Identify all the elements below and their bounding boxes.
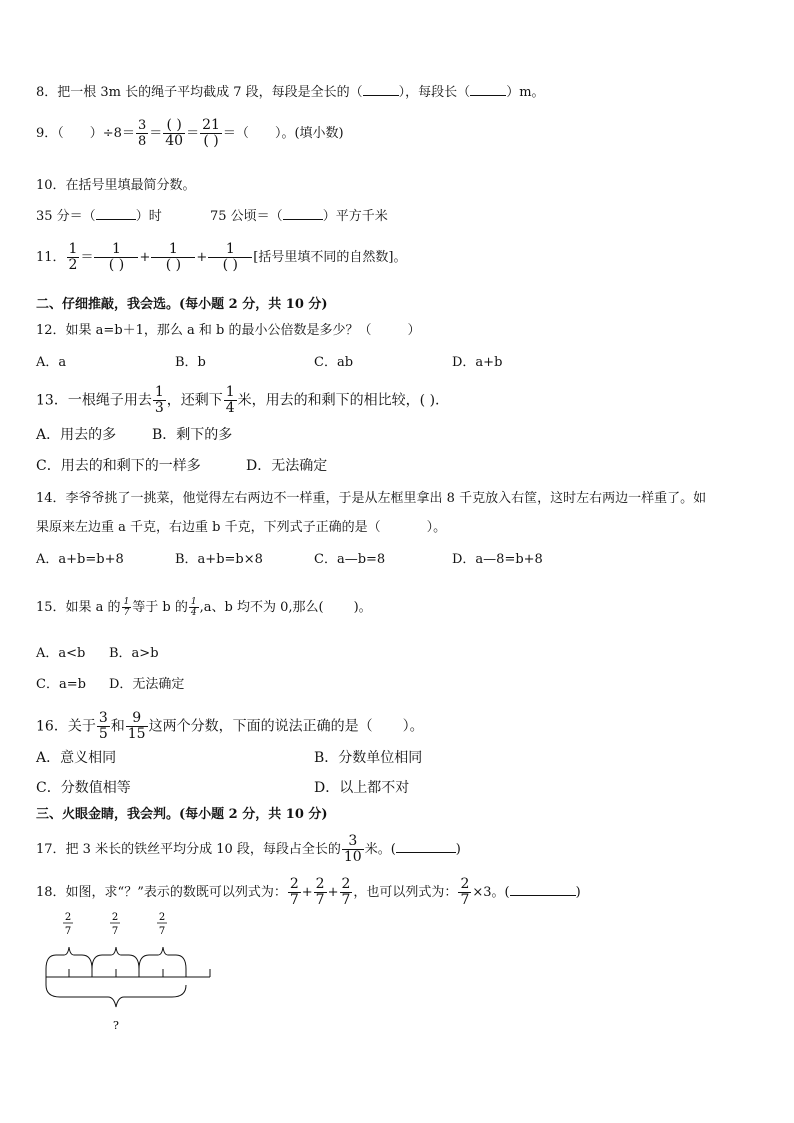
q13-text-a: 13．一根绳子用去: [36, 392, 152, 409]
option-c[interactable]: C．分数值相等: [36, 780, 131, 796]
option-c[interactable]: C．a=b: [36, 677, 86, 692]
denominator: 2: [68, 257, 78, 273]
q8-text-a: 8．把一根 3m 长的绳子平均截成 7 段，每段是全长的（: [36, 85, 363, 100]
q10-part1-b: ）时: [135, 209, 162, 224]
question-12: [36, 322, 421, 340]
numerator: 1: [225, 384, 235, 400]
q9-text-d: ）。(填小数): [274, 126, 344, 141]
q11-label: 11．: [36, 250, 66, 265]
answer-blank[interactable]: [396, 840, 456, 853]
q12-text-end: ）: [407, 323, 421, 338]
q18-text-a: 18．如图，求“？”表示的数既可以列式为：: [36, 885, 287, 900]
fraction: [136, 118, 148, 149]
question-14-line-1: 14．李爷爷挑了一挑菜，他觉得左右两边不一样重，于是从左框里拿出 8 千克放入右筐，这时左右两边一样重了。如: [36, 491, 707, 506]
option-d[interactable]: D．a+b: [452, 355, 503, 370]
question-15: [36, 597, 372, 618]
denominator: 40: [165, 133, 184, 149]
option-d[interactable]: D．无法确定: [246, 458, 328, 474]
option-c[interactable]: C．用去的和剩下的一样多: [36, 458, 201, 474]
q9-text-a: 9．（: [36, 126, 64, 141]
option-b[interactable]: B．a>b: [109, 646, 159, 661]
numerator: 1: [68, 241, 78, 257]
number-line-diagram: [36, 905, 226, 1035]
q8-text-c: ）m。: [506, 85, 545, 100]
numerator: 3: [137, 118, 147, 133]
top-brace-2: [92, 947, 139, 969]
question-17: [36, 834, 461, 865]
denominator[interactable]: ( ): [222, 257, 238, 273]
label-numerator: 2: [64, 912, 72, 923]
question-18: [36, 877, 581, 908]
q15-text-a: 15．如果 a 的: [36, 600, 121, 615]
q10-part1-a: 35 分＝（: [36, 209, 96, 224]
q12-text: 12．如果 a=b＋1，那么 a 和 b 的最小公倍数是多少？（: [36, 323, 372, 338]
q18-text-c: 。(: [491, 885, 510, 900]
denominator: 8: [137, 134, 147, 149]
question-10-part-1: [36, 207, 162, 226]
fraction: [342, 834, 364, 865]
option-a[interactable]: A．a: [36, 355, 67, 370]
option-b[interactable]: B．a+b=b×8: [175, 552, 263, 567]
question-11: [36, 242, 406, 273]
plus: +: [139, 250, 151, 265]
option-d[interactable]: D．以上都不对: [314, 780, 410, 796]
option-b[interactable]: B．分数单位相同: [314, 750, 423, 766]
question-16: [36, 711, 424, 742]
option-d[interactable]: D．无法确定: [109, 677, 185, 692]
denominator: 15: [127, 726, 146, 742]
equals: ＝: [186, 126, 200, 141]
option-a[interactable]: A．a<b: [36, 646, 86, 661]
q18-text-b: ，也可以列式为：: [353, 885, 458, 900]
question-14-line-2: [36, 519, 446, 537]
answer-blank[interactable]: [470, 83, 506, 96]
top-brace-1: [46, 947, 92, 969]
equals: ＝: [149, 126, 163, 141]
fraction: [200, 118, 222, 149]
fraction: [94, 242, 138, 273]
numerator: 1: [94, 242, 138, 258]
q10-part2-a: 75 公顷＝（: [210, 209, 283, 224]
denominator: 4: [225, 400, 235, 416]
option-a[interactable]: A．意义相同: [36, 750, 117, 766]
plus: +: [327, 885, 339, 900]
answer-blank[interactable]: [96, 207, 136, 220]
denominator: 4: [190, 608, 197, 618]
numerator: 21: [202, 117, 220, 133]
q17-text-c: ): [455, 842, 461, 857]
brace-label-1: [63, 912, 73, 937]
fraction: [288, 877, 301, 908]
answer-blank[interactable]: [363, 83, 399, 96]
q9-text-c: ＝（: [222, 126, 249, 141]
answer-blank[interactable]: [510, 883, 576, 896]
fraction: [340, 877, 353, 908]
q15-text-c: ,a、b 均不为 0,那么(: [199, 600, 324, 615]
q16-text-b: 和: [110, 718, 125, 735]
question-13: [36, 385, 440, 416]
question-8: [36, 83, 545, 102]
fraction: [151, 242, 195, 273]
question-mark-label: ?: [113, 1019, 119, 1032]
q14-line2-end: ）。: [426, 520, 447, 535]
brace-label-2: [110, 912, 120, 937]
question-9: [36, 118, 344, 149]
section-2-heading: 二、仔细推敲，我会选。(每小题 2 分，共 10 分): [36, 297, 328, 312]
times-three: ×3: [472, 885, 492, 900]
label-denominator: 7: [64, 926, 72, 937]
q13-text-c: 米，用去的和剩下的相比较，( ).: [237, 392, 440, 409]
option-b[interactable]: B．b: [175, 355, 206, 370]
option-c[interactable]: C．a—b=8: [314, 552, 386, 567]
option-b[interactable]: B．剩下的多: [152, 427, 233, 443]
numerator: 1: [123, 597, 130, 607]
numerator[interactable]: ( ): [163, 118, 185, 134]
label-numerator: 2: [158, 912, 166, 923]
q16-text-a: 16．关于: [36, 718, 96, 735]
plus: +: [301, 885, 313, 900]
fraction: [314, 877, 327, 908]
q8-text-b: ），每段长（: [398, 85, 471, 100]
numerator: 1: [151, 242, 195, 258]
q11-note: [括号里填不同的自然数]。: [253, 250, 407, 265]
fraction: [153, 385, 166, 416]
fraction: [189, 597, 199, 618]
q10-part2-b: ）平方千米: [322, 209, 388, 224]
fraction: [163, 118, 185, 149]
denominator: 5: [98, 726, 108, 742]
option-a[interactable]: A．用去的多: [36, 427, 117, 443]
denominator: 7: [460, 892, 470, 908]
fraction: [458, 877, 471, 908]
denominator[interactable]: ( ): [203, 133, 219, 149]
fraction: [67, 242, 80, 273]
numerator: 1: [208, 242, 252, 258]
denominator: 10: [343, 849, 362, 865]
denominator: 7: [341, 892, 351, 908]
fraction: [126, 711, 148, 742]
q14-line2: 果原来左边重 a 千克，右边重 b 千克，下列式子正确的是（: [36, 520, 381, 535]
brace-label-3: [157, 912, 167, 937]
numerator: 9: [126, 711, 148, 727]
fraction: [122, 597, 132, 618]
numerator: 1: [190, 597, 197, 607]
bottom-brace: [46, 985, 186, 1007]
option-a[interactable]: A．a+b=b+8: [36, 552, 124, 567]
denominator: 3: [154, 400, 164, 416]
question-10-title: 10．在括号里填最简分数。: [36, 178, 196, 193]
numerator: 2: [315, 876, 325, 892]
equals: ＝: [80, 250, 94, 265]
q18-text-d: ): [575, 885, 581, 900]
fraction: [97, 711, 110, 742]
q13-text-b: ，还剩下: [166, 392, 223, 409]
denominator: 7: [289, 892, 299, 908]
numerator: 1: [154, 384, 164, 400]
fraction: [208, 242, 252, 273]
label-numerator: 2: [111, 912, 119, 923]
q17-text-a: 17．把 3 米长的铁丝平均分成 10 段，每段占全长的: [36, 842, 341, 857]
q16-text-c: 这两个分数，下面的说法正确的是（: [148, 718, 373, 735]
answer-blank[interactable]: [283, 207, 323, 220]
q15-text-b: 等于 b 的: [132, 600, 188, 615]
plus: +: [196, 250, 208, 265]
option-d[interactable]: D．a—8=b+8: [452, 552, 543, 567]
top-brace-3: [139, 947, 186, 969]
numerator: 3: [98, 710, 108, 726]
denominator[interactable]: ( ): [165, 257, 182, 273]
fraction: [224, 385, 237, 416]
label-denominator: 7: [158, 926, 166, 937]
q9-text-b: ）÷8＝: [89, 126, 135, 141]
q16-text-d: ）。: [402, 718, 424, 735]
option-c[interactable]: C．ab: [314, 355, 354, 370]
q17-text-b: 米。(: [364, 842, 396, 857]
denominator: 7: [123, 608, 130, 618]
label-denominator: 7: [111, 926, 119, 937]
numerator: 2: [460, 876, 470, 892]
q15-text-d: )。: [353, 600, 372, 615]
section-3-heading: 三、火眼金睛，我会判。(每小题 2 分，共 10 分): [36, 807, 328, 822]
numerator: 2: [341, 876, 351, 892]
denominator[interactable]: ( ): [108, 257, 125, 273]
numerator: 3: [342, 834, 364, 850]
numerator: 2: [289, 876, 299, 892]
question-10-part-2: [210, 207, 388, 226]
denominator: 7: [315, 892, 325, 908]
